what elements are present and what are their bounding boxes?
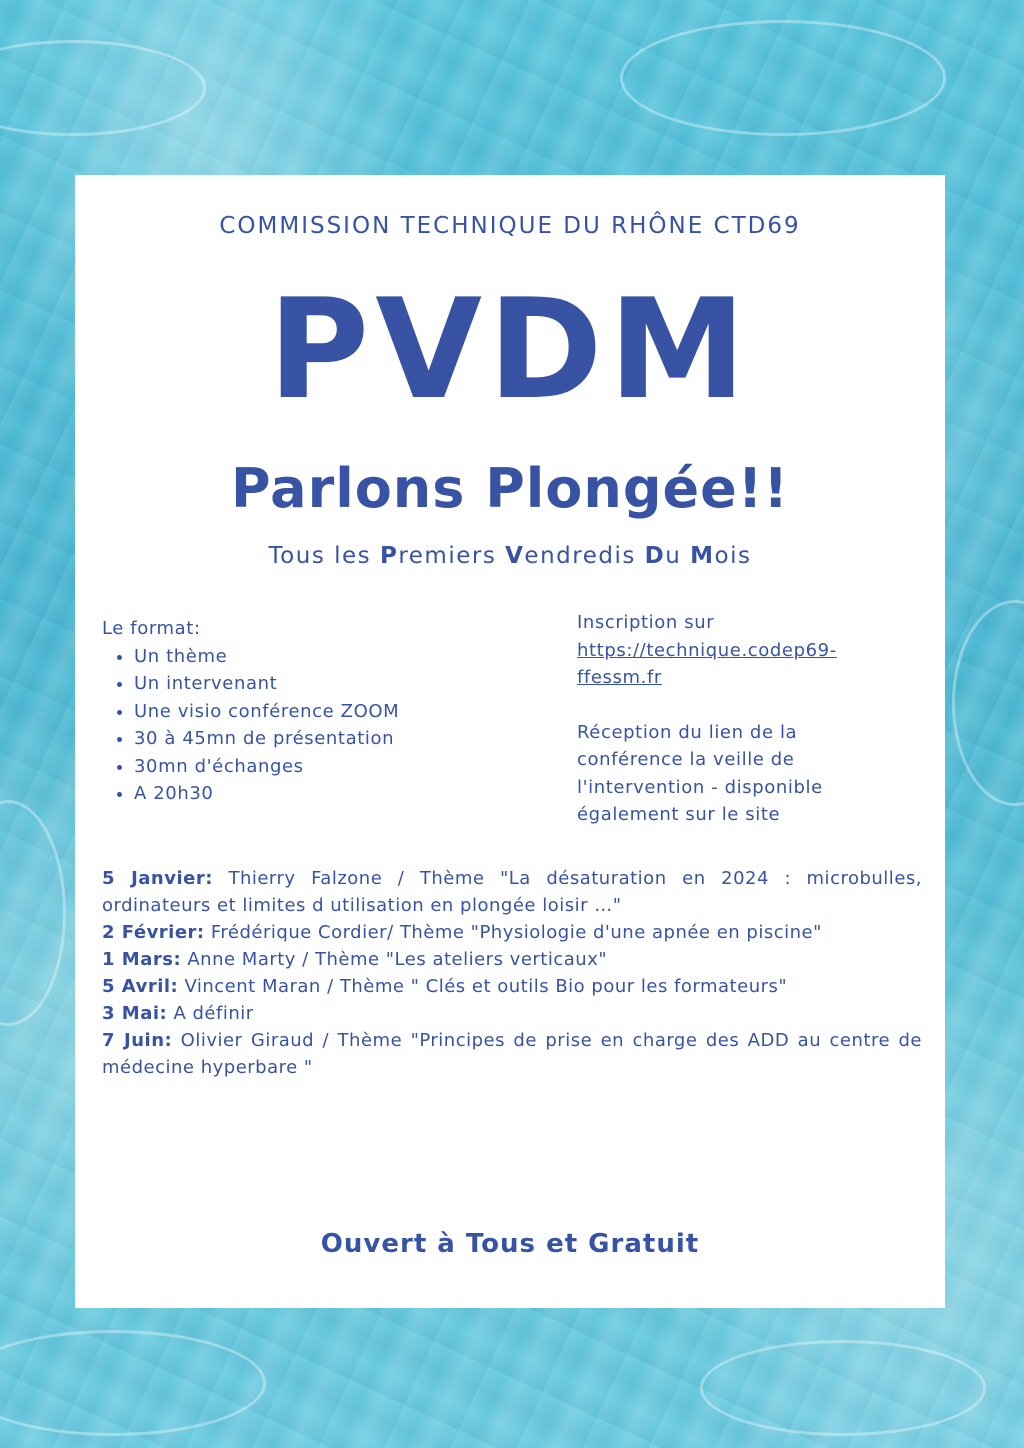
schedule-date: 1 Mars: <box>102 949 182 970</box>
schedule-date: 5 Avril: <box>102 976 179 997</box>
format-section <box>102 615 532 808</box>
format-item: • Un intervenant <box>134 670 532 698</box>
schedule-text: Thierry Falzone / Thème "La désaturation en 2024 : microbulles, ordinateurs et limites d utilisation en plongée loisir …" <box>102 868 922 916</box>
format-list <box>102 643 532 808</box>
schedule-text: A définir <box>167 1003 254 1024</box>
event-subtitle <box>75 543 945 569</box>
schedule-text: Vincent Maran / Thème " Clés et outils Bio pour les formateurs" <box>178 976 788 997</box>
water-ripple <box>952 600 1024 806</box>
registration-note: Réception du lien de la conférence la veille de l'intervention - disponible également sur le site <box>577 721 823 825</box>
schedule-text: Frédérique Cordier/ Thème "Physiologie d'une apnée en piscine" <box>204 922 822 943</box>
format-item: • 30mn d'échanges <box>134 753 532 781</box>
format-item: • Un thème <box>134 643 532 671</box>
water-ripple <box>0 40 206 136</box>
subtitle-text: Tous les <box>268 543 380 569</box>
schedule-date: 5 Janvier: <box>102 868 213 889</box>
format-item: • 30 à 45mn de présentation <box>134 725 532 753</box>
subtitle-initial: P <box>379 543 399 569</box>
schedule-list <box>102 865 922 1081</box>
registration-heading: Inscription sur <box>577 612 715 633</box>
subtitle-initial: M <box>690 543 715 569</box>
subtitle-text: endredis <box>524 543 645 569</box>
schedule-date: 3 Mai: <box>102 1003 168 1024</box>
flyer-card <box>75 175 945 1308</box>
registration-link-line: ffessm.fr <box>577 667 662 688</box>
schedule-entry <box>102 919 922 946</box>
subtitle-text: ois <box>714 543 752 569</box>
registration-link[interactable] <box>577 640 837 689</box>
schedule-entry <box>102 1000 922 1027</box>
schedule-text: Olivier Giraud / Thème "Principes de prise en charge des ADD au centre de médecine hyperbare " <box>102 1030 922 1078</box>
schedule-entry <box>102 946 922 973</box>
subtitle-initial: D <box>644 543 666 569</box>
schedule-date: 7 Juin: <box>102 1030 173 1051</box>
water-ripple <box>620 20 946 136</box>
schedule-entry <box>102 973 922 1000</box>
subtitle-text: remiers <box>398 543 506 569</box>
schedule-entry <box>102 865 922 919</box>
registration-section <box>577 609 897 829</box>
event-acronym: PVDM <box>268 269 752 430</box>
format-item: • Une visio conférence ZOOM <box>134 698 532 726</box>
water-ripple <box>0 800 66 1026</box>
water-ripple <box>0 1330 266 1436</box>
schedule-date: 2 Février: <box>102 922 205 943</box>
schedule-text: Anne Marty / Thème "Les ateliers verticaux" <box>181 949 608 970</box>
subtitle-initial: V <box>505 543 525 569</box>
organization-name: COMMISSION TECHNIQUE DU RHÔNE CTD69 <box>219 213 801 239</box>
schedule-entry <box>102 1027 922 1081</box>
format-heading: Le format: <box>102 618 201 639</box>
event-tagline: Parlons Plongée!! <box>231 457 789 520</box>
subtitle-text: u <box>665 543 691 569</box>
water-ripple <box>700 1340 986 1436</box>
footer-note: Ouvert à Tous et Gratuit <box>320 1229 700 1259</box>
format-item: • A 20h30 <box>134 780 532 808</box>
registration-link-line: https://technique.codep69- <box>577 639 837 661</box>
